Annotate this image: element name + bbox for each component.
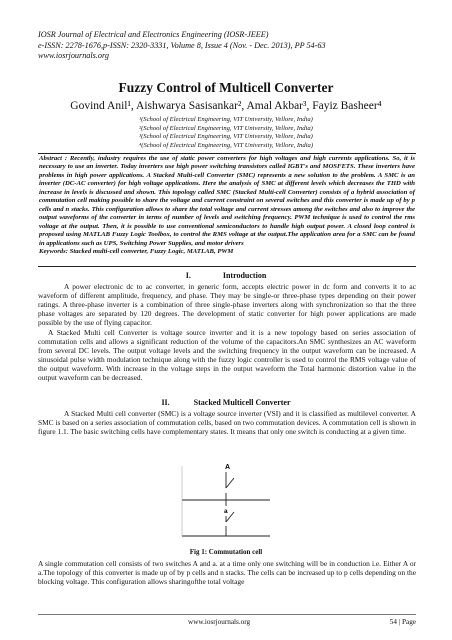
- affiliations: [0, 116, 452, 150]
- figure-caption: Fig 1: Commutation cell: [189, 548, 263, 556]
- journal-site[interactable]: www.iosrjournals.org: [38, 51, 109, 60]
- keywords-text: Stacked multi-cell converter, Fuzzy Logic, MATLAB, PWM: [67, 247, 234, 255]
- section-heading-introduction: [0, 271, 452, 280]
- keywords-label: Keywords:: [39, 247, 68, 255]
- switch-label-lower: a: [224, 508, 228, 515]
- abstract-text: Recently, industry requires the use of static power converters for high voltages and high currents applications. So, it is necessary to use an inverter. Today inverters use high power switching transistors called IGBT's and MOSFETS. These inverters have problems in high power applications. A Stacked Multi-cell Converter (SMC) represents a new solution to the problem. A SMC is an inverter (DC-AC converter) for high voltage applications. Here the analysis of SMC at different levels which decreases the THD with increase in levels is discussed and shown. This topology called SMC (Stacked Multi-cell Converter) consists of a hybrid association of commutation cell making possible to share the voltage and current constraint on several switches and this converter is made up of by p cells and n stacks. This configuration allows to share the total voltage and current stresses among the switches and also to improve the output waveforms of the converter in terms of number of levels and switching frequency. PWM technique is used to control the rms voltage at the output. Then, it is possible to use conventional semiconductors to handle high output power. A closed loop control is proposed using MATLAB Fuzzy Logic Toolbox, to control the RMS voltage at the output.The application area for a SMC can be found in applications such as UPS, Switching Power Supplies, and motor drivers: [39, 155, 415, 247]
- section-number: I.: [185, 271, 191, 280]
- journal-name: IOSR Journal of Electrical and Electronics Engineering (IOSR-JEEE): [38, 30, 269, 39]
- affiliation-4: ⁴(School of Electrical Engineering, VIT University, Vellore, India): [138, 141, 314, 149]
- section-heading-smc: [0, 398, 452, 407]
- commutation-cell-diagram: [180, 462, 272, 540]
- switch-label-upper: A: [225, 464, 231, 471]
- upper-switch-blade: [226, 478, 234, 488]
- affiliation-3: ³(School of Electrical Engineering, VIT University, Vellore, India): [139, 133, 313, 141]
- section-number: II.: [161, 398, 170, 407]
- abstract-box: [38, 153, 416, 267]
- section-title: Stacked Multicell Converter: [193, 398, 291, 407]
- author-list: Govind Anil¹, Aishwarya Sasisankar², Amal Akbar³, Fayiz Basheer⁴: [70, 100, 382, 112]
- intro-paragraph-2: A Stacked Multi cell Converter is voltage source inverter and it is a new topology based on series association of commutation cells and allows a significant reduction of the volume of the capacitors.An SMC synthesizes an AC waveform from several DC levels. The output voltage levels and the switching frequency in the output waveform can be increased. A sinusoidal pulse width modulation technique along with the fuzzy logic controller is used to control the RMS voltage value of the output waveform. With increase in the voltage steps in the output waveform the Total harmonic distortion value in the output waveform can be decreased.: [38, 328, 416, 383]
- intro-paragraph-1: A power electronic dc to ac converter, in generic form, accepts electric power in dc form and converts it to ac waveform of different amplitude, frequency, and phase. They may be single-or three-phase types depending on their power ratings. A three-phase inverter is a combination of three single-phase inverters along with synchronization so that the three phase voltages are separated by 120 degrees. The development of static converter for high power applications are made possible by the use of flying capacitor.: [38, 282, 416, 328]
- commutation-cell-figure: [180, 462, 272, 540]
- page-footer: [38, 614, 416, 626]
- footer-url[interactable]: www.iosrjournals.org: [188, 618, 251, 626]
- section-title: Introduction: [222, 271, 267, 280]
- journal-issn: e-ISSN: 2278-1676,p-ISSN: 2320-3331, Volume 8, Issue 4 (Nov. - Dec. 2013), PP 54-63: [38, 40, 326, 50]
- journal-header: [38, 30, 418, 62]
- after-figure-paragraph: A single commutation cell consists of two switches A and a. at a time only one switching will be in conduction i.e. Either A or a.The topology of this converter is made up of by p cells and n stacks. The cells can be increased up to p cells depending on the blocking voltage. This configuration allows sharingofthe total voltage: [38, 559, 416, 587]
- abstract-label: Abstract :: [39, 155, 68, 162]
- affiliation-1: ¹(School of Electrical Engineering, VIT University, Vellore, India): [139, 116, 313, 123]
- page-number: 54 | Page: [389, 618, 416, 626]
- paper-title: Fuzzy Control of Multicell Converter: [118, 80, 334, 95]
- smc-paragraph-1: A Stacked Multi cell converter (SMC) is a voltage source inverter (VSI) and it is classified as multilevel converter. A SMC is based on a series association of commutation cells, based on two commutation devices. A commutation cell is shown in figure 1.1. The basic switching cells have complementary states. It means that only one switch is conducting at a given time.: [38, 409, 416, 437]
- affiliation-2: ²(School of Electrical Engineering, VIT University, Vellore, India): [139, 124, 313, 132]
